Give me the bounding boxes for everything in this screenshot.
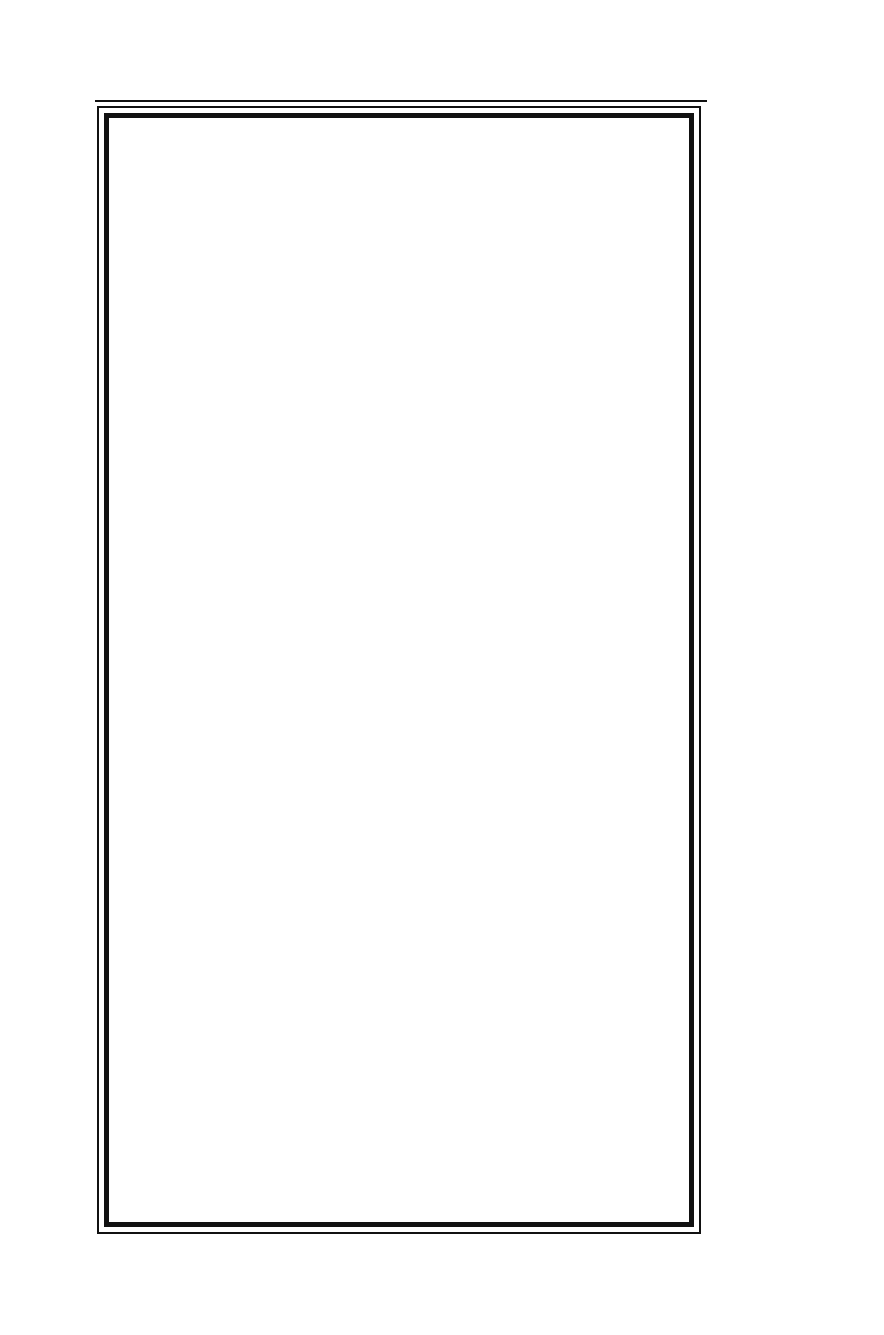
- page-frame-inner: [104, 113, 694, 1227]
- header-rule: [95, 100, 707, 102]
- catchword: [145, 1262, 205, 1292]
- page-header: [95, 62, 705, 104]
